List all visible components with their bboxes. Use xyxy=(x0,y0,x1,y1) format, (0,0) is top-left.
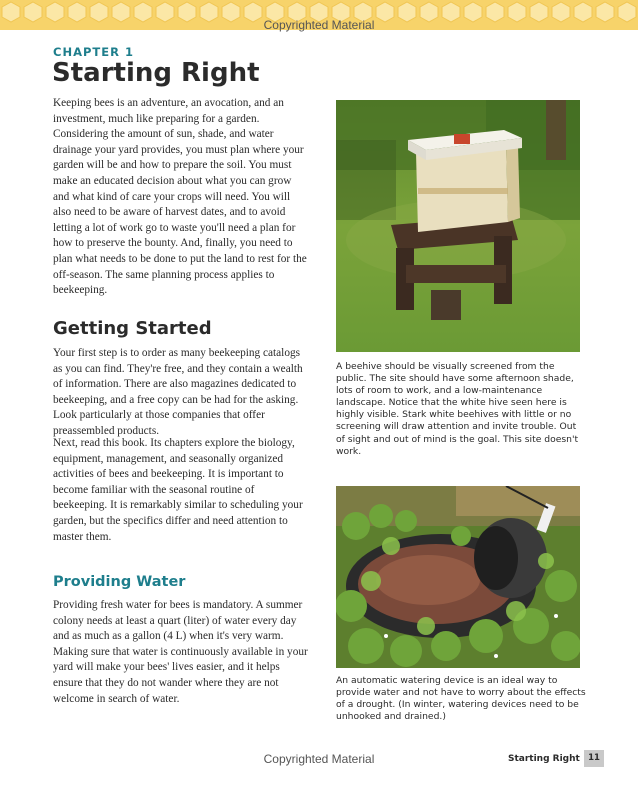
intro-paragraph: Keeping bees is an adventure, an avocation, and an investment, much like preparing for a garden. Considering the amount of sun, shade, and water drainage your yard provides, you must plan where your garden will be and how to prepare the soil. You must make an educated decision about what you can grow and what kind of care your crops will need. You will also need to be aware of harvest dates, and to avoid letting a lot of work go to waste you'll need a plan for how to preserve the bounty. And, finally, you need to plan what needs to be done to put the land to rest for the off-season. The same planning process applies to beekeeping. xyxy=(53,97,307,297)
caption-beehive: A beehive should be visually screened from the public. The site should have some afternoon shade, lots of room to work, and a low-maintenance landscape. Notice that the white hive seen here is highly visible. Stark white beehives with little or no screening will draw attention and invite trouble. Out of sight and out of mind is the goal. This site doesn't work. xyxy=(336,361,579,457)
heading-providing-water: Providing Water xyxy=(53,574,186,590)
chapter-title: Starting Right xyxy=(52,58,260,88)
watering-device-illustration xyxy=(336,486,580,668)
watering-device-photo xyxy=(336,486,580,668)
caption-watering-device: An automatic watering device is an ideal way to provide water and not have to worry about the effects of a drought. (In winter, watering devices need to be unhooked and drained.) xyxy=(336,675,586,723)
getting-started-paragraph-1: Your first step is to order as many beekeeping catalogs as you can find. They're free, and they contain a wealth of information. There are also magazines dedicated to beekeeping, and a free copy can be had for the asking. Look particularly at those companies that offer preassembled products. xyxy=(53,347,303,437)
heading-getting-started: Getting Started xyxy=(53,318,212,339)
running-title: Starting Right xyxy=(508,754,580,764)
page-number: 11 xyxy=(584,750,604,767)
chapter-label: CHAPTER 1 xyxy=(53,45,134,59)
beehive-photo xyxy=(336,100,580,352)
watermark-top: Copyrighted Material xyxy=(263,18,375,32)
beehive-illustration xyxy=(336,100,580,352)
providing-water-paragraph: Providing fresh water for bees is mandatory. A summer colony needs at least a quart (liter) of water every day and as much as a gallon (4 L) when it's very warm. Making sure that water is continuously available in your yard will make your bees' lives easier, and it helps ensure that they do not wander where they are not welcome in search of water. xyxy=(53,599,308,705)
getting-started-paragraph-2: Next, read this book. Its chapters explore the biology, equipment, management, and seasonally organized activities of bees and beekeeping. It is important to become familiar with the seasonal routine of beekeeping. It is remarkably similar to scheduling your garden, but the specifics differ and need attention to master them. xyxy=(53,437,303,543)
watermark-bottom: Copyrighted Material xyxy=(263,752,375,766)
